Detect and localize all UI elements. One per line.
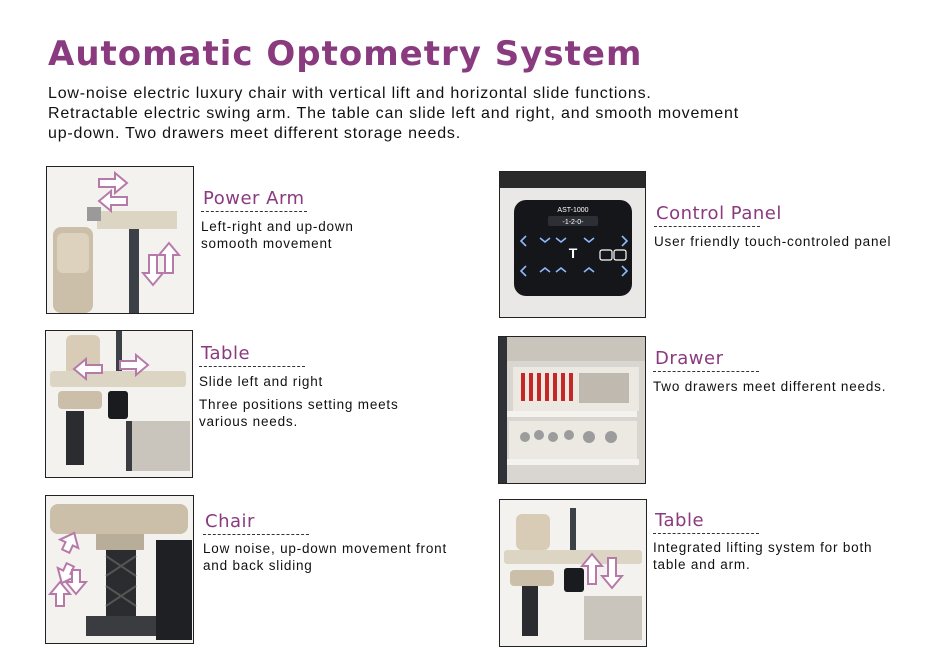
table-slide-image	[45, 330, 193, 478]
feature-description	[199, 373, 439, 436]
intro-line: Retractable electric swing arm. The table can slide left and right, and smooth movement	[48, 105, 739, 122]
feature-title: Power Arm	[203, 188, 305, 209]
title-underline	[653, 533, 759, 534]
description-line: Two drawers meet different needs.	[653, 379, 887, 394]
description-line: Slide left and right	[199, 374, 324, 389]
description-line: Low noise, up-down movement front and back sliding	[203, 541, 448, 573]
description-line: Left-right and up-down somooth movement	[201, 219, 354, 251]
feature-description	[203, 540, 448, 580]
feature-title: Control Panel	[656, 203, 782, 224]
feature-title: Drawer	[655, 348, 724, 369]
intro-line: up-down. Two drawers meet different storage needs.	[48, 125, 461, 142]
description-line: Three positions setting meets various needs.	[199, 397, 399, 429]
power-arm-image	[46, 166, 194, 314]
feature-title: Chair	[205, 511, 255, 532]
feature-description	[654, 233, 929, 256]
feature-description	[653, 378, 923, 401]
panel-label: AST-1000	[557, 207, 589, 214]
drawer-image	[498, 336, 646, 484]
feature-title: Table	[201, 343, 251, 364]
title-underline	[653, 371, 759, 372]
control-panel-image	[499, 171, 646, 318]
feature-description	[653, 539, 878, 579]
description-line: User friendly touch-controled panel	[654, 234, 892, 249]
title-underline	[199, 366, 305, 367]
title-underline	[201, 211, 307, 212]
svg-text:T: T	[568, 245, 578, 261]
table-lift-image	[499, 499, 647, 647]
intro-line: Low-noise electric luxury chair with vertical lift and horizontal slide functions.	[48, 85, 652, 102]
intro-paragraph	[48, 84, 888, 144]
title-underline	[203, 534, 309, 535]
title-underline	[654, 226, 760, 227]
description-line: Integrated lifting system for both table and arm.	[653, 540, 873, 572]
chair-image	[45, 495, 194, 644]
feature-description	[201, 218, 391, 258]
page-title: Automatic Optometry System	[48, 34, 643, 74]
feature-title: Table	[655, 510, 705, 531]
panel-positions: -1-2-0-	[562, 219, 584, 226]
